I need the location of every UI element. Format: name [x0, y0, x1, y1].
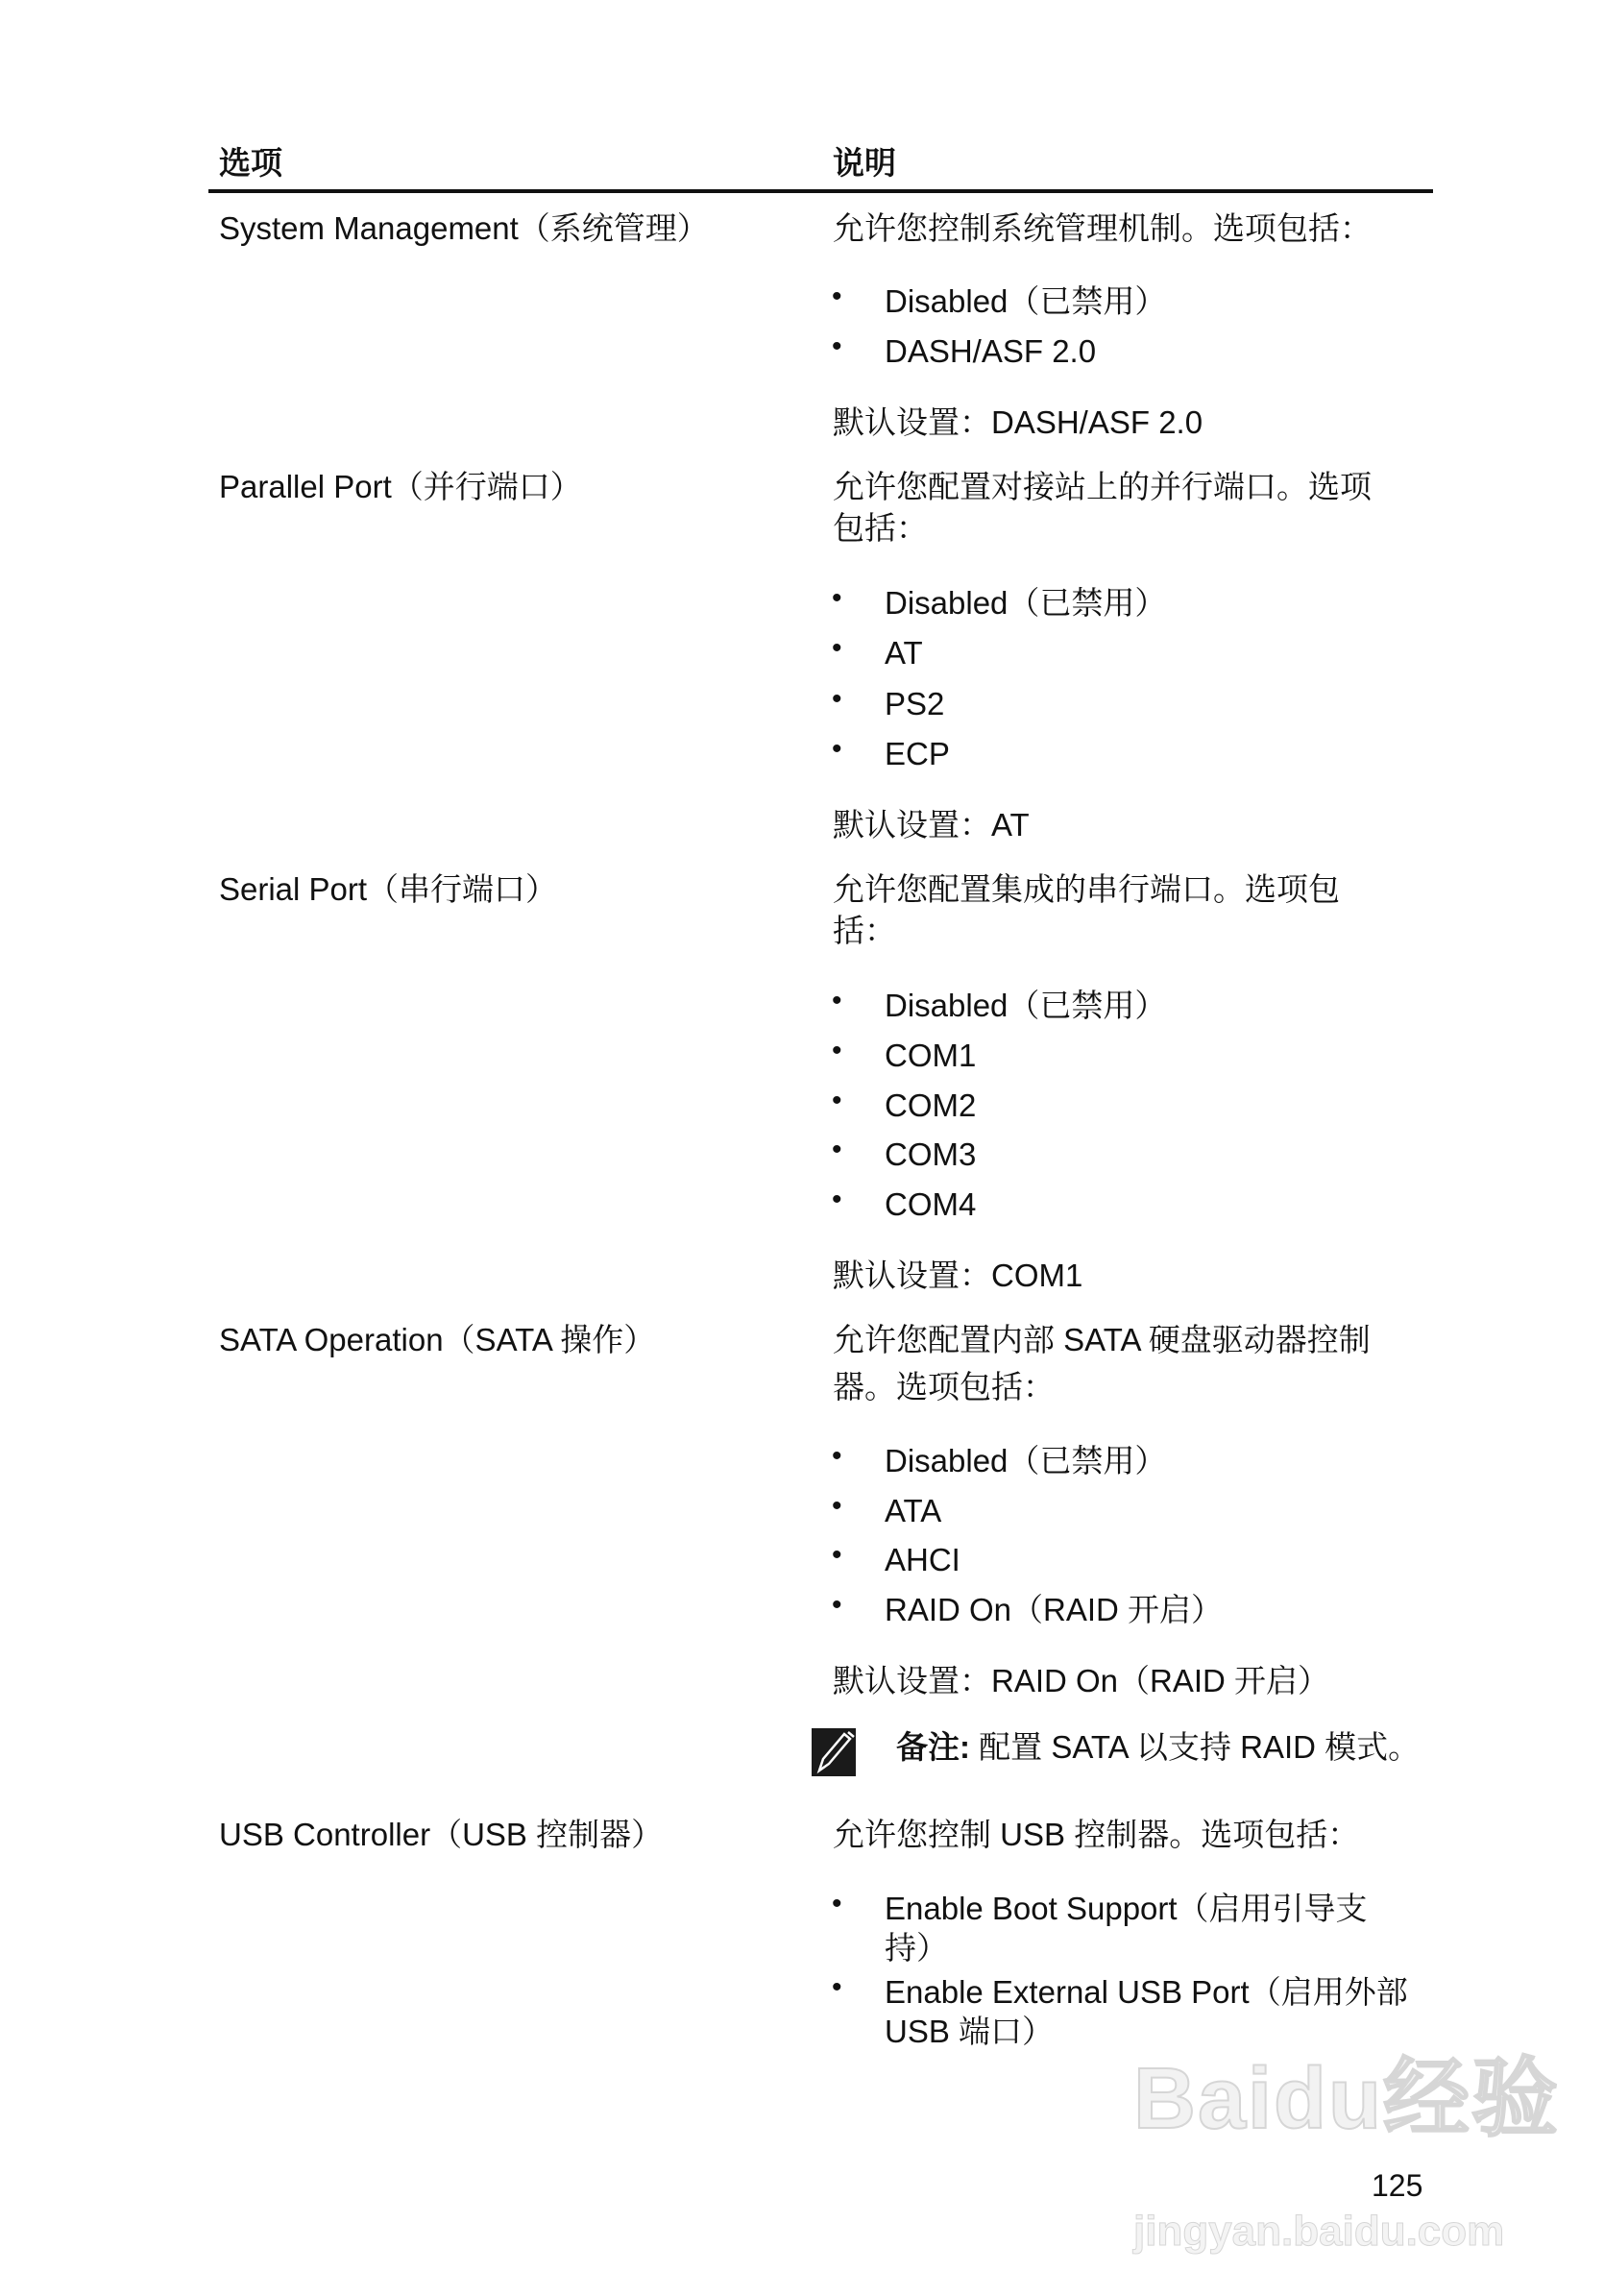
option-value: COM4	[885, 1186, 977, 1222]
option-value: Disabled（已禁用）	[885, 988, 1167, 1023]
bullet-icon	[832, 302, 843, 313]
option-value: RAID On（RAID 开启）	[885, 1592, 1224, 1627]
bullet-icon	[832, 1560, 843, 1572]
default-label: 默认设置：	[833, 1663, 991, 1698]
default-setting	[833, 403, 1203, 442]
option-value: Enable External USB Port（启用外部	[885, 1974, 1408, 2010]
option-label: Parallel Port（并行端口）	[219, 469, 582, 504]
default-label: 默认设置：	[833, 807, 991, 843]
note-pencil-icon	[812, 1728, 856, 1776]
bullet-icon	[832, 1006, 843, 1017]
option-value: ATA	[885, 1493, 942, 1528]
description: 允许您控制 USB 控制器。选项包括：	[833, 1817, 1360, 1852]
bullet-icon	[832, 1056, 843, 1067]
default-label: 默认设置：	[833, 1258, 991, 1293]
watermark-logo: Baidu经验	[1133, 2051, 1561, 2147]
option-value: Disabled（已禁用）	[885, 1443, 1167, 1478]
default-value: RAID On（RAID 开启）	[991, 1663, 1330, 1698]
option-label: SATA Operation（SATA 操作）	[219, 1322, 656, 1357]
description: 包括：	[833, 510, 928, 546]
option-value-continued: USB 端口）	[885, 2014, 1055, 2049]
baidu-watermark	[1133, 2051, 1561, 2258]
default-value: DASH/ASF 2.0	[991, 404, 1203, 440]
column-header-option: 选项	[219, 145, 282, 181]
option-value: COM1	[885, 1038, 977, 1073]
option-label: System Management（系统管理）	[219, 210, 709, 246]
note-text: 配置 SATA 以支持 RAID 模式。	[979, 1729, 1421, 1765]
option-value: AT	[885, 635, 923, 671]
bullet-icon	[832, 1461, 843, 1473]
default-setting	[833, 1257, 1082, 1295]
bullet-icon	[832, 1909, 843, 1920]
note-label: 备注:	[896, 1729, 970, 1765]
option-value: COM3	[885, 1136, 977, 1172]
bullet-icon	[832, 1106, 843, 1117]
description: 器。选项包括：	[833, 1369, 1055, 1404]
option-value-continued: 持）	[885, 1930, 948, 1966]
bullet-icon	[832, 1511, 843, 1523]
option-value: ECP	[885, 736, 950, 771]
bullet-icon	[832, 603, 843, 615]
option-value: PS2	[885, 686, 945, 721]
default-setting	[833, 806, 1030, 844]
bullet-icon	[832, 754, 843, 766]
default-value: COM1	[991, 1258, 1083, 1293]
option-value: Disabled（已禁用）	[885, 585, 1167, 621]
default-setting	[833, 1662, 1329, 1700]
default-label: 默认设置：	[833, 404, 991, 440]
description: 允许您配置集成的串行端口。选项包	[833, 871, 1340, 907]
default-value: AT	[991, 807, 1030, 843]
watermark-url: jingyan.baidu.com	[1133, 2208, 1505, 2255]
option-label: USB Controller（USB 控制器）	[219, 1817, 664, 1852]
option-value: AHCI	[885, 1542, 960, 1577]
option-label: Serial Port（串行端口）	[219, 871, 558, 907]
description: 允许您配置内部 SATA 硬盘驱动器控制	[833, 1322, 1371, 1357]
description: 允许您配置对接站上的并行端口。选项	[833, 469, 1372, 504]
option-value: DASH/ASF 2.0	[885, 333, 1097, 369]
bullet-icon	[832, 1155, 843, 1166]
option-value: Enable Boot Support（启用引导支	[885, 1891, 1368, 1926]
page-number: 125	[1372, 2168, 1423, 2203]
option-value: COM2	[885, 1087, 977, 1123]
option-value: Disabled（已禁用）	[885, 283, 1167, 319]
bullet-icon	[832, 352, 843, 363]
bullet-icon	[832, 1205, 843, 1216]
bullet-icon	[832, 1992, 843, 2004]
description: 括：	[833, 913, 896, 948]
bullet-icon	[832, 653, 843, 665]
bullet-icon	[832, 1610, 843, 1622]
note	[896, 1728, 1420, 1767]
header-rule	[208, 189, 1433, 193]
column-header-description: 说明	[833, 145, 896, 181]
description: 允许您控制系统管理机制。选项包括：	[833, 210, 1372, 246]
bullet-icon	[832, 704, 843, 716]
